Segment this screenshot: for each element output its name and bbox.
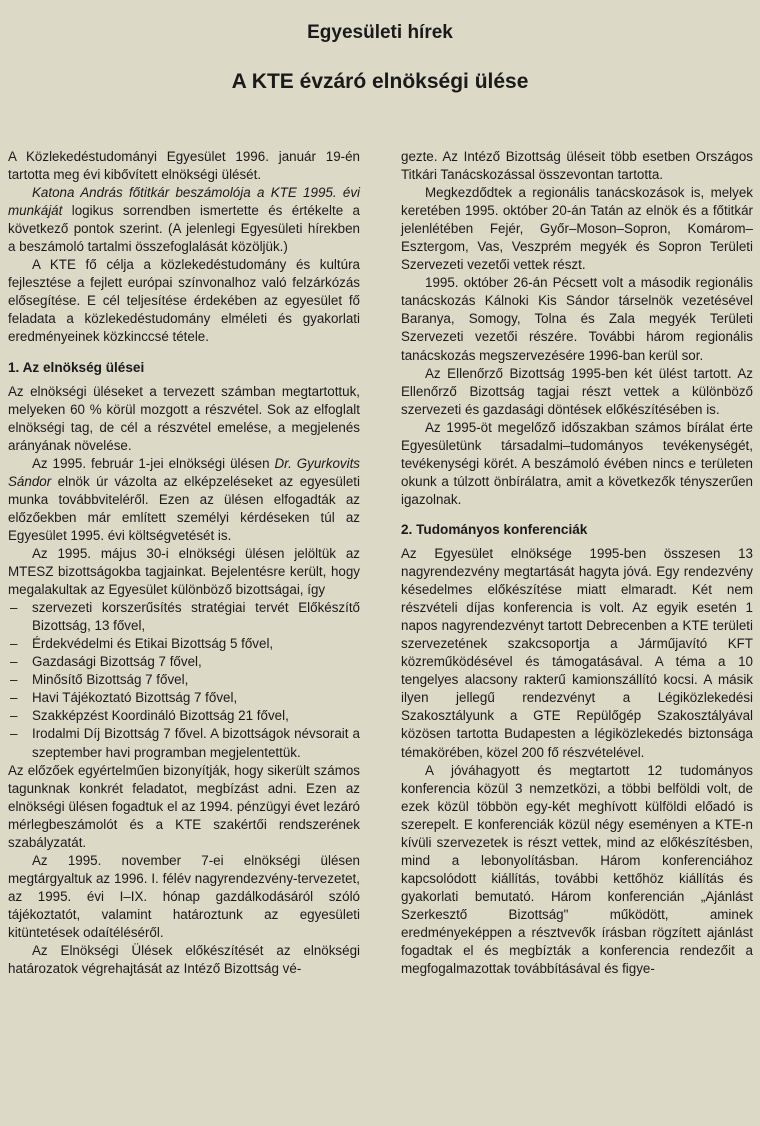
intro-paragraph-2 — [8, 184, 360, 256]
report-reference: Katona András főtitkár beszámolója a KTE 1995. évi munkáját — [8, 185, 360, 219]
section-kicker: Egyesületi hírek — [307, 22, 453, 43]
list-item: – Szakképzést Koordináló Bizottság 21 fővel, — [8, 707, 360, 725]
section2-paragraph-1: Az Egyesület elnöksége 1995-ben összesen 13 nagyrendezvény megtartását hagyta jóvá. Egy rendezvény késedelmes előkészítése miatt elmaradt. Két nem részvételi díjas konferencia is volt. Az egyik esetén 1 napos nagyrendezvényt tartott Debrecenben a KTE területi szervezetének szakcsoportja a Járműjavító KFT közreműködésével és támogatásával. A téma a 10 tengelyes alacsony rakterű kamionszállító kocsi. A másik ilyen jellegű rendezvényt a Légiközlekedési Szakosztályunk a GTE Repülőgép Szakosztályával közösen tartotta Budapesten a légiközlekedés biztonsága témakörében, közel 200 fő részvételével. — [401, 545, 753, 760]
section-heading-2: 2. Tudományos konferenciák — [401, 521, 588, 537]
intro-paragraph-3: A KTE fő célja a közlekedéstudomány és kultúra fejlesztése a fejlett európai színvonalhoz való felzárkózás elősegítése. E cél teljesítése érdekében az egyesület fő feladata a közlekedéstudomány elméleti és gyakorlati eredményeinek közkinccsé tétele. — [8, 257, 360, 345]
section1-paragraph-1: Az elnökségi üléseket a tervezett számban megtartottuk, melyeken 60 % körül mozgott a részvétel. Sok az elfoglalt elnökségi tag, de cél a részvétel emelése, a megjelenés arányának növelése. — [8, 383, 360, 453]
section2-paragraph-2: A jóváhagyott és megtartott 12 tudományos konferencia közül 3 nemzetközi, a többi belföldi volt, de ezek közül többön egy-két meghívott külföldi előadó is szerepelt. E konferenciák közül négy eseményen a KTE-n kívüli szervezetek is részt vettek, mind az előkészítésben, mind a lebonyolításban. Három konferenciához kapcsolódott kiállítás, további kettőhöz kiállítás és gyakorlati bemutató. Három konferencián „Ajánlást Szerkesztő Bizottság" működött, aminek eredményeképpen a résztvevők írásban rögzített ajánlást fogadtak el és megbízták a konferencia rendezőit a megfogalmazottak továbbításával és figye- — [401, 762, 753, 977]
section1-paragraph-2 — [8, 455, 360, 545]
section1-paragraph-3: Az 1995. május 30-i elnökségi ülésen jelöltük az MTESZ bizottságokba tagjainkat. Bejelentésre került, hogy megalakultak az Egyesület különböző bizottságai, így — [8, 545, 360, 598]
list-item: – Érdekvédelmi és Etikai Bizottság 5 fővel, — [8, 635, 360, 653]
section1-paragraph-5: Az 1995. november 7-ei elnökségi ülésen megtárgyaltuk az 1996. I. félév nagyrendezvény-tervezetet, az 1995. évi I–IX. hónap gazdálkodásáról szóló tájékoztatót, valamint határoztunk az egyesületi kitüntetések odaítéléséről. — [8, 852, 360, 940]
section-heading-1: 1. Az elnökség ülései — [8, 359, 145, 375]
person-name: Dr. Gyurkovits Sándor — [8, 455, 360, 489]
regional-paragraph-1: Megkezdődtek a regionális tanácskozások is, melyek keretében 1995. október 20-án Tatán az elnök és a főtitkár jelenlétében Fejér, Győr–Moson–Sopron, Komárom–Esztergom, Vas, Veszprém megyék és Sopron Területi Szervezeti vezetői vettek részt. — [401, 185, 753, 273]
text-span: elnök úr vázolta az elképzeléseket az egyesületi munka továbbviteléről. Ezen az ülésen elfogadták az előzőekben már említett személyi kérdéseken túl az Egyesület 1995. évi költségvetését is. — [8, 473, 360, 543]
section1-paragraph-4: Az előzőek egyértelműen bizonyítják, hogy sikerült számos tagunknak konkrét feladatot, megbízást adni. Ezen az elnökségi ülésen fogadtuk el az 1994. pénzügyi évet lezáró mérlegbeszámolót és a KTE szakértői rendszerének szabályzatát. — [8, 762, 360, 850]
right-column — [401, 148, 753, 978]
intro-paragraph-2-rest: logikus sorrendben ismertette és értékelte a következő pontok szerint. (A jelenlegi Egyesületi hírekben a beszámoló tartalmi összefoglalását közöljük.) — [8, 203, 360, 255]
continued-paragraph: gezte. Az Intéző Bizottság üléseit több esetben Országos Titkári Tanácskozással összevontan tartotta. — [401, 149, 753, 183]
list-item: – Havi Tájékoztató Bizottság 7 fővel, — [8, 689, 360, 707]
intro-paragraph-1: A Közlekedéstudományi Egyesület 1996. január 19-én tartotta meg évi kibővített elnökségi ülését. — [8, 149, 360, 183]
article-title: A KTE évzáró elnökségi ülése — [231, 70, 529, 93]
audit-paragraph: Az Ellenőrző Bizottság 1995-ben két ülést tartott. Az Ellenőrző Bizottság tagjai részt vettek a különböző szervezeti és gazdasági döntések előkészítésében is. — [401, 365, 753, 417]
section1-paragraph-6: Az Elnökségi Ülések előkészítését az elnökségi határozatok végrehajtását az Intéző Bizottság vé- — [8, 943, 360, 977]
list-item: – szervezeti korszerűsítés stratégiai tervét Előkészítő Bizottság, 13 fővel, — [8, 599, 360, 635]
regional-paragraph-2: 1995. október 26-án Pécsett volt a második regionális tanácskozás Kálnoki Kis Sándor társelnök vezetésével Baranya, Somogy, Tolna és Zala megyék Területi Szervezeti vezetői részére. További három regionális tanácskozás megszervezésére 1996-ban kerül sor. — [401, 275, 753, 363]
list-item: – Gazdasági Bizottság 7 fővel, — [8, 653, 360, 671]
text-span: Az 1995. február 1-jei elnökségi ülésen — [32, 455, 275, 471]
criticism-paragraph: Az 1995-öt megelőző időszakban számos bírálat érte Egyesületünk társadalmi–tudományos tevékenységét, tevékenységi körét. A beszámoló évében nincs e területen okunk a túlzott önbírálatra, amit a következők tényszerűen igazolnak. — [401, 419, 753, 507]
left-column — [8, 148, 360, 978]
list-item: – Minősítő Bizottság 7 fővel, — [8, 671, 360, 689]
committee-list — [8, 599, 360, 761]
list-item: – Irodalmi Díj Bizottság 7 fővel. A bizottságok névsorait a szeptember havi programban megjelentettük. — [8, 725, 360, 761]
